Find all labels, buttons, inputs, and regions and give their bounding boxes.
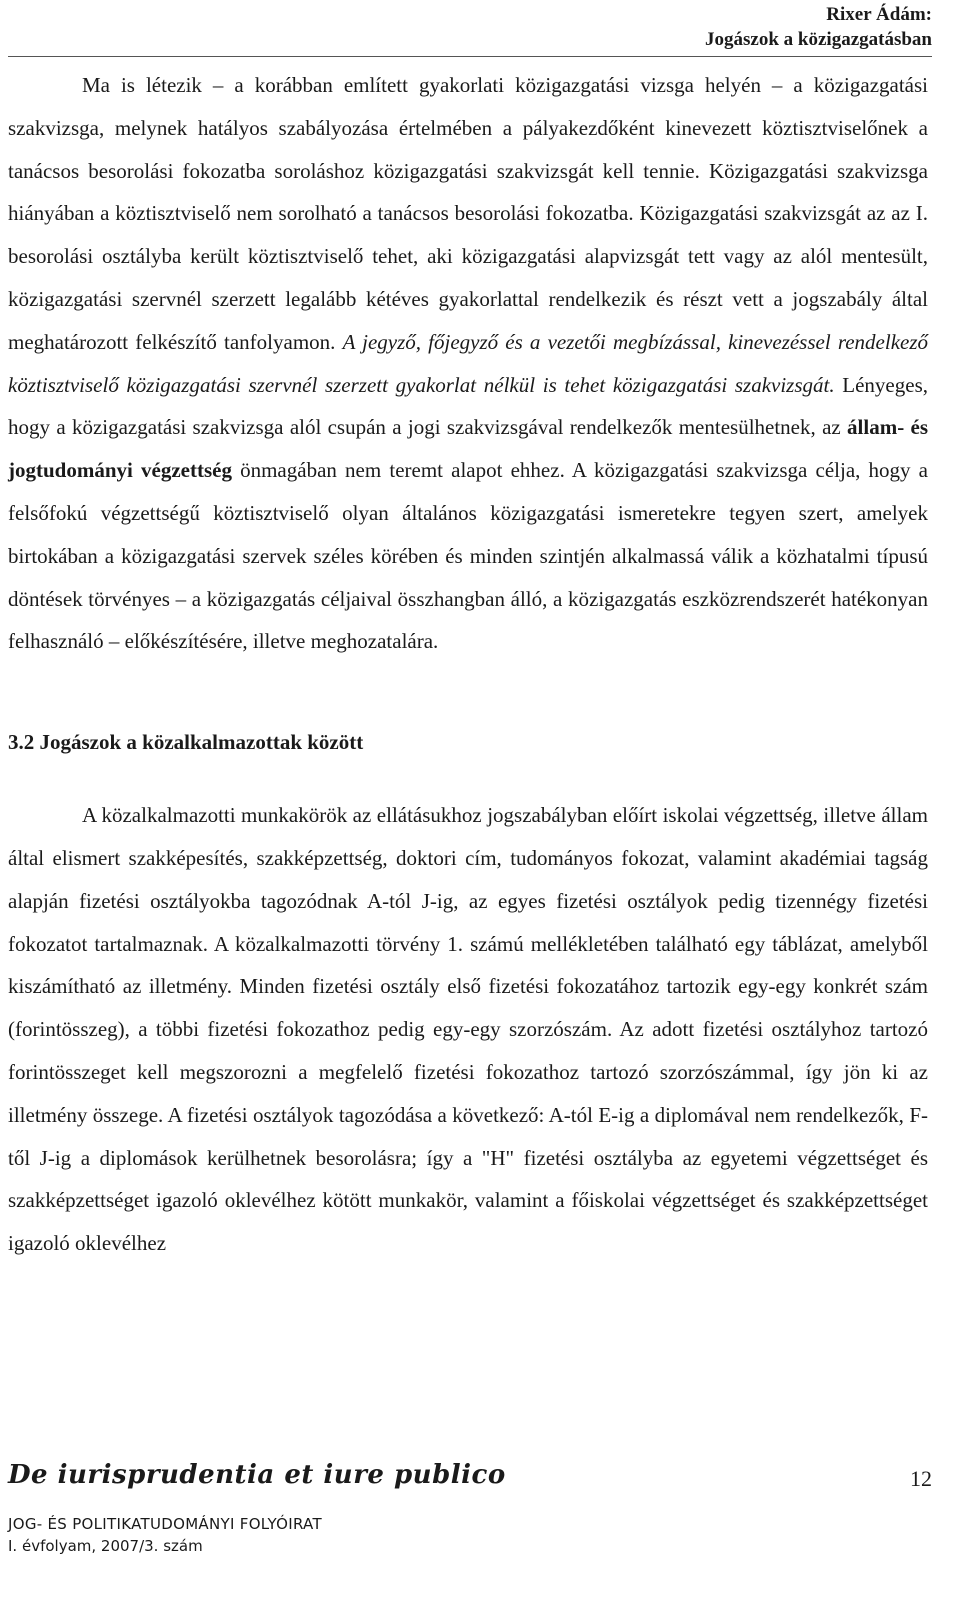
page-footer <box>8 1460 932 1600</box>
footer-journal-name: JOG- ÉS POLITIKATUDOMÁNYI FOLYÓIRAT <box>8 1515 322 1533</box>
p1-text-1: Ma is létezik – a korábban említett gyakorlati közigazgatási vizsga helyén – a közigazgatási szakvizsga, melynek hatályos szabályozása értelmében a pályakezdőként kinevezett köztisztviselőnek a tanácsos besorolási fokozatba soroláshoz közigazgatási szakvizsgát kell tennie. Közigazgatási szakvizsga hiányában a köztisztviselő nem sorolható a tanácsos besorolási fokozatba. Közigazgatási szakvizsgát az az I. besorolási osztályba került köztisztviselő tehet, aki közigazgatási alapvizsgát tett vagy az alól mentesült, közigazgatási szervnél szerzett legalább kétéves gyakorlattal rendelkezik és részt vett a jogszabály által meghatározott felkészítő tanfolyamon. <box>8 73 928 354</box>
header-title: Jogászok a közigazgatásban <box>705 29 932 50</box>
footer-journal-latin: De iurisprudentia et iure publico <box>8 1460 506 1490</box>
page-body <box>8 64 928 1265</box>
paragraph-2 <box>8 794 928 1265</box>
p1-text-3: önmagában nem teremt alapot ehhez. A közigazgatási szakvizsga célja, hogy a felsőfokú végzettségű köztisztviselő olyan általános közigazgatási ismeretekre tegyen szert, amelyek birtokában a közigazgatási szervek széles körében és minden szintjén alkalmassá válik a közhatalmi típusú döntések törvényes – a közigazgatás céljaival összhangban álló, a közigazgatás eszközrendszerét hatékonyan felhasználó – előkészítésére, illetve meghozatalára. <box>8 458 929 654</box>
p2-text: A közalkalmazotti munkakörök az ellátásukhoz jogszabályban előírt iskolai végzettség, illetve állam által elismert szakképesítés, szakképzettség, doktori cím, tudományos fokozat, valamint akadémiai tagság alapján fizetési osztályokba tagozódnak A-tól J-ig, az egyes fizetési osztályok pedig tizennégy fizetési fokozatot tartalmaznak. A közalkalmazotti törvény 1. számú mellékletében található egy táblázat, amelyből kiszámítható az illetmény. Minden fizetési osztály első fizetési fokozatához tartozik egy-egy konkrét szám (forintösszeg), a többi fizetési fokozathoz pedig egy-egy szorzószám. Az adott fizetési osztályhoz tartozó forintösszeget kell megszorozni a megfelelő fizetési fokozathoz tartozó szorzószámmal, így jön ki az illetmény összege. A fizetési osztályok tagozódása a következő: A-tól E-ig a diplomával nem rendelkezők, F-től J-ig a diplomások kerülhetnek besorolásra; így a "H" fizetési osztályba az egyetemi végzettséget és szakképzettséget igazoló oklevélhez kötött munkakör, valamint a főiskolai végzettséget és szakképzettséget igazoló oklevélhez <box>8 803 928 1256</box>
section-heading: 3.2 Jogászok a közalkalmazottak között <box>8 730 364 755</box>
paragraph-1 <box>8 64 928 663</box>
running-header <box>8 2 932 57</box>
p1-italic: A jegyző, főjegyző és a vezetői megbízással, kinevezéssel rendelkező köztisztviselő közigazgatási szervnél szerzett gyakorlat nélkül is tehet közigazgatási szakvizsgát. <box>8 329 929 397</box>
header-author: Rixer Ádám: <box>826 4 932 25</box>
footer-volume: I. évfolyam, 2007/3. szám <box>8 1537 203 1555</box>
page-number: 12 <box>910 1466 932 1491</box>
p1-text-2: Lényeges, hogy a közigazgatási szakvizsga alól csupán a jogi szakvizsgával rendelkezők mentesülhetnek, az <box>8 372 928 440</box>
p1-bold: állam- és jogtudományi végzettség <box>8 415 928 483</box>
